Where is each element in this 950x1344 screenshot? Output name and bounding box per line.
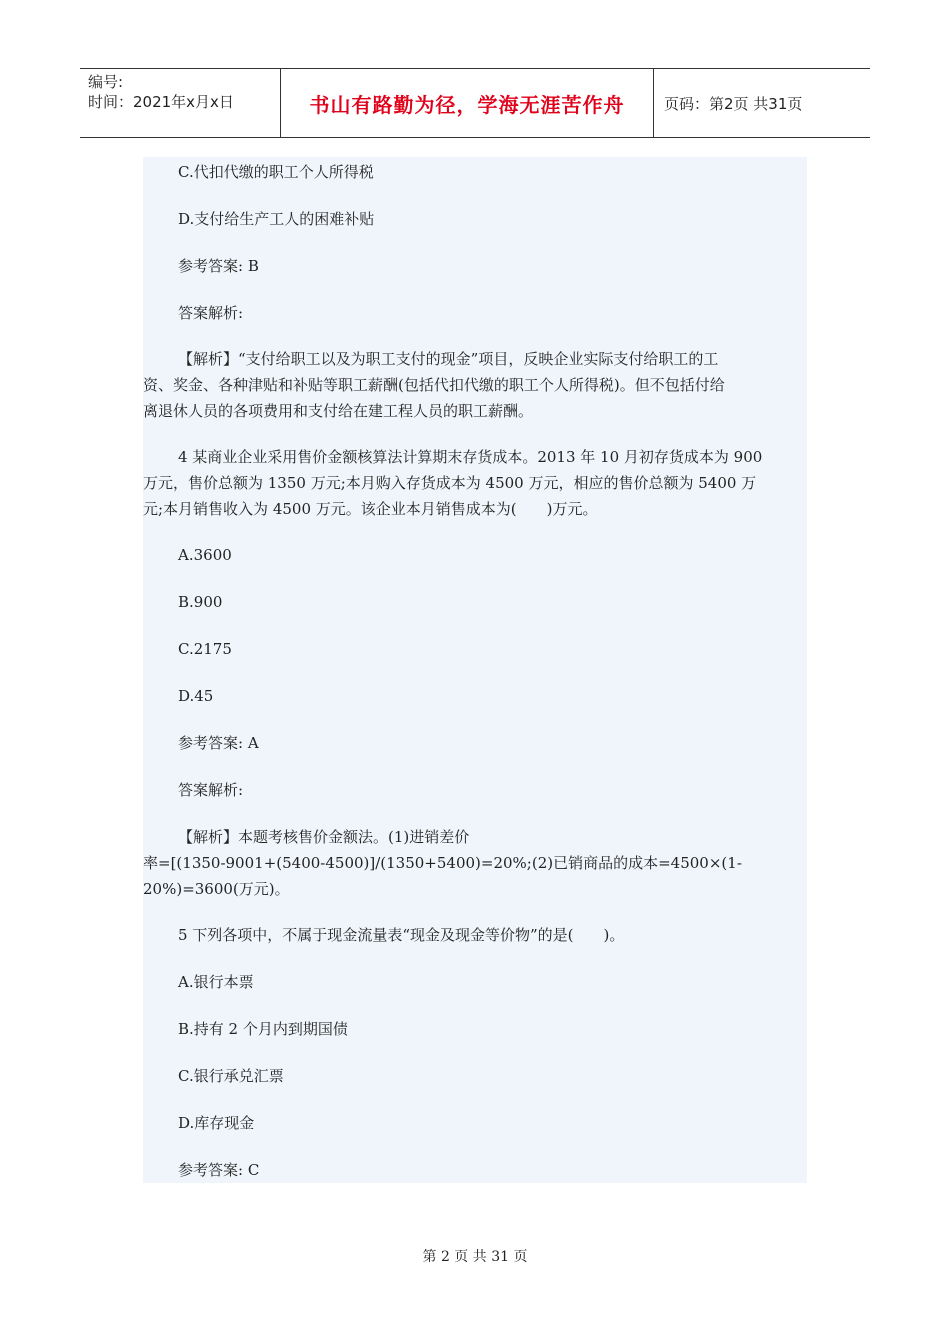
option-a-line: A.3600 (178, 546, 232, 564)
analysis-line: 【解析】本题考核售价金额法。(1)进销差价 (178, 828, 470, 846)
option-c-line: C.2175 (178, 640, 232, 658)
question-content (143, 157, 807, 1183)
option-b-line: B.持有 2 个月内到期国债 (178, 1020, 348, 1038)
question-4-line: 万元，售价总额为 1350 万元;本月购入存货成本为 4500 万元，相应的售价总额为 5400 万 (143, 474, 757, 492)
option-c-line: C.银行承兑汇票 (178, 1067, 284, 1085)
header-page-cell (654, 69, 870, 137)
answer-analysis-label: 答案解析: (178, 781, 244, 799)
analysis-line: 资、奖金、各种津贴和补贴等职工薪酬(包括代扣代缴的职工个人所得税)。但不包括付给 (143, 376, 725, 394)
document-number-label: 编号: (88, 73, 124, 91)
reference-answer: 参考答案: A (178, 734, 259, 752)
option-d-line: D.45 (178, 687, 214, 705)
reference-answer: 参考答案: B (178, 257, 259, 275)
header-page-info: 页码：第2页 共31页 (664, 94, 803, 113)
option-a-line: A.银行本票 (178, 973, 254, 991)
question-5-line: 5 下列各项中，不属于现金流量表“现金及现金等价物”的是( )。 (178, 926, 625, 944)
page-header (80, 68, 870, 138)
option-d-line: D.支付给生产工人的困难补贴 (178, 210, 375, 228)
document-time-label: 时间：2021年x月x日 (88, 93, 234, 111)
question-4-line: 4 某商业企业采用售价金额核算法计算期末存货成本。2013 年 10 月初存货成本为 900 (178, 448, 763, 466)
page-footer: 第 2 页 共 31 页 (422, 1249, 528, 1265)
analysis-line: 20%)=3600(万元)。 (143, 880, 290, 898)
question-4-line: 元;本月销售收入为 4500 万元。该企业本月销售成本为( )万元。 (143, 500, 598, 518)
analysis-line: 离退休人员的各项费用和支付给在建工程人员的职工薪酬。 (143, 402, 534, 420)
answer-analysis-label: 答案解析: (178, 304, 244, 322)
option-b-line: B.900 (178, 593, 223, 611)
header-motto-cell (281, 69, 654, 137)
analysis-line: 【解析】“支付给职工以及为职工支付的现金”项目，反映企业实际支付给职工的工 (178, 350, 719, 368)
header-meta-cell (80, 69, 281, 137)
reference-answer: 参考答案: C (178, 1161, 260, 1179)
option-c-line: C.代扣代缴的职工个人所得税 (178, 163, 374, 181)
option-d-line: D.库存现金 (178, 1114, 255, 1132)
header-motto: 书山有路勤为径，学海无涯苦作舟 (309, 92, 625, 117)
analysis-line: 率=[(1350-9001+(5400-4500)]/(1350+5400)=20%;(2)已销商品的成本=4500×(1- (143, 854, 742, 872)
